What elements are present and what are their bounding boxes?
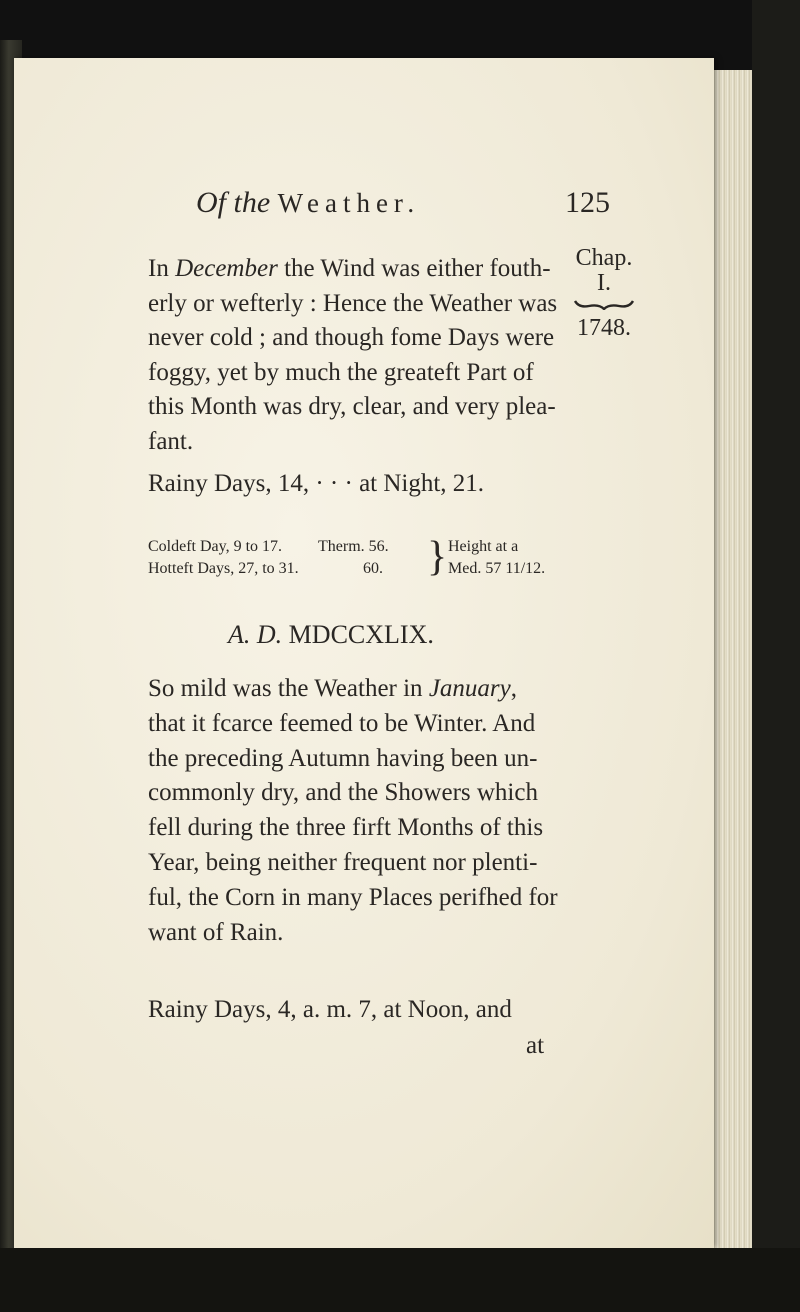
paragraph-december [148, 252, 560, 459]
text-run: January [428, 675, 511, 702]
brace-ornament-icon [556, 296, 652, 310]
curly-brace-icon: } [427, 534, 448, 580]
text-run: fant. [148, 427, 194, 455]
table-row [148, 560, 568, 582]
text-run: December [175, 255, 278, 282]
median-value: Med. 57 11/12. [448, 560, 546, 577]
text-run: commonly dry, and the Showers which [148, 779, 538, 807]
text-line [148, 252, 560, 287]
therm-value-1: Therm. 56. [318, 538, 389, 555]
year-ad: A. D. [228, 620, 283, 649]
catchword: at [526, 1032, 545, 1059]
header-of-the: Of the [196, 186, 271, 219]
year-roman: MDCCXLIX. [288, 620, 434, 649]
text-line [148, 916, 564, 951]
margin-chapter-number: I. [597, 270, 611, 296]
text-run: this Month was dry, clear, and very plea- [148, 393, 556, 420]
text-line [148, 287, 560, 322]
text-run: erly or wefterly : Hence the Weather was [148, 289, 558, 317]
text-run: never cold ; and though fome Days were [148, 324, 555, 351]
text-run: Year, being neither frequent nor plenti- [148, 848, 538, 876]
text-run: foggy, yet by much the greateft Part of [148, 358, 534, 386]
therm-value-2: 60. [363, 560, 383, 577]
text-run: So mild was the Weather in [148, 675, 429, 702]
paragraph-january [148, 672, 564, 950]
text-run: the Wind was either fouth- [277, 255, 551, 282]
text-line [148, 742, 564, 777]
text-line [148, 390, 560, 425]
text-line [148, 776, 564, 811]
text-line [148, 707, 564, 742]
book-page [14, 58, 714, 1248]
header-weather: Weather. [277, 188, 421, 218]
text-run: the preceding Autumn having been un- [148, 744, 538, 772]
text-run: want of Rain. [148, 918, 284, 946]
page-number: 125 [565, 186, 610, 219]
margin-chapter: Chap. [575, 245, 633, 271]
text-run: In [148, 255, 176, 282]
text-line [148, 672, 564, 707]
rainy-days-january: Rainy Days, 4, a. m. 7, at Noon, and [148, 996, 512, 1023]
running-header [196, 186, 610, 226]
text-line [148, 356, 560, 391]
table-row [148, 538, 568, 560]
coldest-day: Coldeft Day, 9 to 17. [148, 538, 283, 555]
text-line [148, 846, 564, 881]
temperature-table [148, 534, 568, 582]
text-line [148, 321, 560, 356]
margin-year: 1748. [577, 315, 631, 341]
text-run: that it fcarce feemed to be Winter. And [148, 709, 536, 737]
text-line [148, 425, 560, 460]
background-right [752, 0, 800, 1312]
height-label: Height at a [448, 538, 519, 555]
text-run: fell during the three firft Months of this [148, 814, 544, 842]
margin-note [556, 244, 652, 342]
rainy-days-december: Rainy Days, 14, · · · at Night, 21. [148, 470, 485, 497]
text-line [148, 811, 564, 846]
year-heading [228, 620, 434, 650]
text-line [148, 881, 564, 916]
hottest-days: Hotteft Days, 27, to 31. [148, 560, 299, 577]
text-run: , [510, 675, 517, 702]
background-bottom [0, 1248, 800, 1312]
text-run: ful, the Corn in many Places perifhed for [148, 883, 558, 911]
